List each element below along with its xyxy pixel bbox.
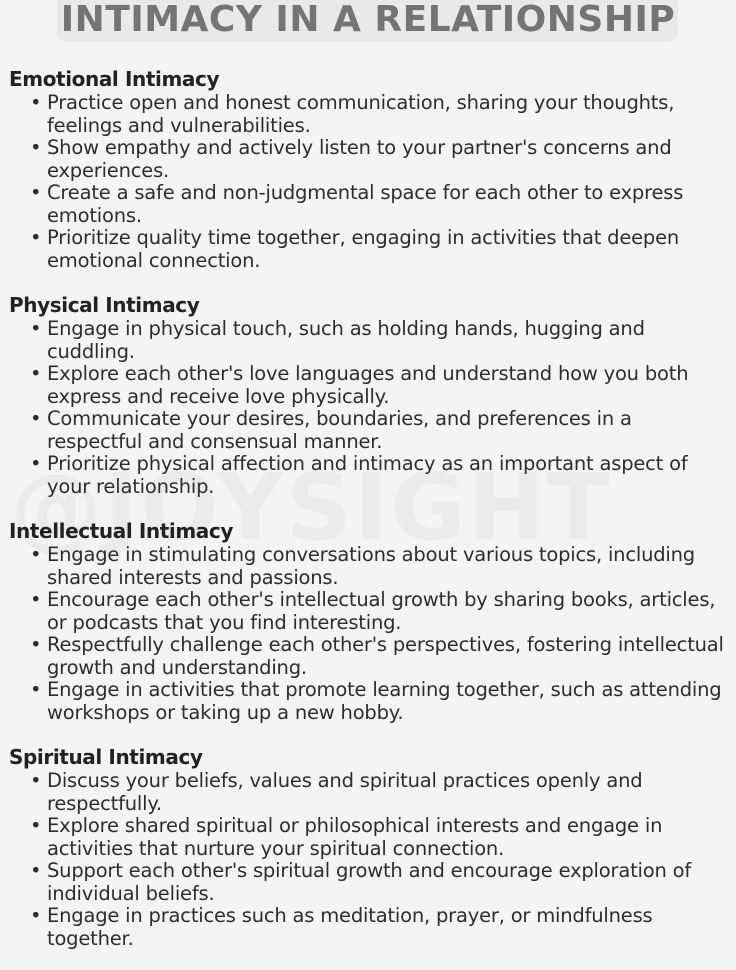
section-intellectual-intimacy	[9, 518, 731, 724]
list-item: • Encourage each other's intellectual growth by sharing books, articles, or podcasts that you find interesting.	[30, 588, 716, 634]
bullet-icon: •	[30, 91, 42, 114]
bullet-icon: •	[30, 362, 42, 385]
bullet-icon: •	[30, 317, 42, 340]
bullet-icon: •	[30, 769, 42, 792]
list-item: • Communicate your desires, boundaries, and preferences in a respectful and consensual manner.	[30, 407, 632, 453]
bullet-icon: •	[30, 181, 42, 204]
bullet-icon: •	[30, 452, 42, 475]
section-heading: Intellectual Intimacy	[9, 519, 233, 543]
list-item: • Prioritize physical affection and intimacy as an important aspect of your relationship.	[30, 452, 688, 498]
page-title: INTIMACY IN A RELATIONSHIP	[60, 0, 676, 40]
list-item: • Engage in activities that promote learning together, such as attending workshops or taking up a new hobby.	[30, 678, 722, 724]
bullet-icon: •	[30, 904, 42, 927]
list-item: • Prioritize quality time together, engaging in activities that deepen emotional connection.	[30, 226, 680, 272]
bullet-icon: •	[30, 859, 42, 882]
list-item: • Explore shared spiritual or philosophical interests and engage in activities that nurture your spiritual connection.	[30, 814, 663, 860]
list-item: • Practice open and honest communication, sharing your thoughts, feelings and vulnerabilities.	[30, 91, 675, 137]
bullet-list	[9, 92, 731, 272]
section-spiritual-intimacy	[9, 744, 731, 950]
bullet-icon: •	[30, 543, 42, 566]
list-item: • Engage in physical touch, such as holding hands, hugging and cuddling.	[30, 317, 645, 363]
bullet-list	[9, 318, 731, 498]
list-item: • Explore each other's love languages and understand how you both express and receive love physically.	[30, 362, 689, 408]
section-heading: Emotional Intimacy	[9, 67, 220, 91]
section-physical-intimacy	[9, 292, 731, 498]
bullet-icon: •	[30, 407, 42, 430]
section-emotional-intimacy	[9, 66, 731, 272]
list-item: • Respectfully challenge each other's perspectives, fostering intellectual growth and understanding.	[30, 633, 724, 679]
bullet-icon: •	[30, 588, 42, 611]
bullet-icon: •	[30, 633, 42, 656]
list-item: • Support each other's spiritual growth and encourage exploration of individual beliefs.	[30, 859, 692, 905]
list-item: • Discuss your beliefs, values and spiritual practices openly and respectfully.	[30, 769, 643, 815]
section-heading: Physical Intimacy	[9, 293, 200, 317]
bullet-icon: •	[30, 678, 42, 701]
list-item: • Engage in practices such as meditation, prayer, or mindfulness together.	[30, 904, 653, 950]
list-item: • Engage in stimulating conversations about various topics, including shared interests and passions.	[30, 543, 695, 589]
list-item: • Show empathy and actively listen to your partner's concerns and experiences.	[30, 136, 672, 182]
bullet-icon: •	[30, 814, 42, 837]
bullet-icon: •	[30, 136, 42, 159]
bullet-list	[9, 770, 731, 950]
content	[9, 66, 731, 970]
section-heading: Spiritual Intimacy	[9, 745, 203, 769]
bullet-icon: •	[30, 226, 42, 249]
bullet-list	[9, 544, 731, 724]
list-item: • Create a safe and non-judgmental space for each other to express emotions.	[30, 181, 684, 227]
